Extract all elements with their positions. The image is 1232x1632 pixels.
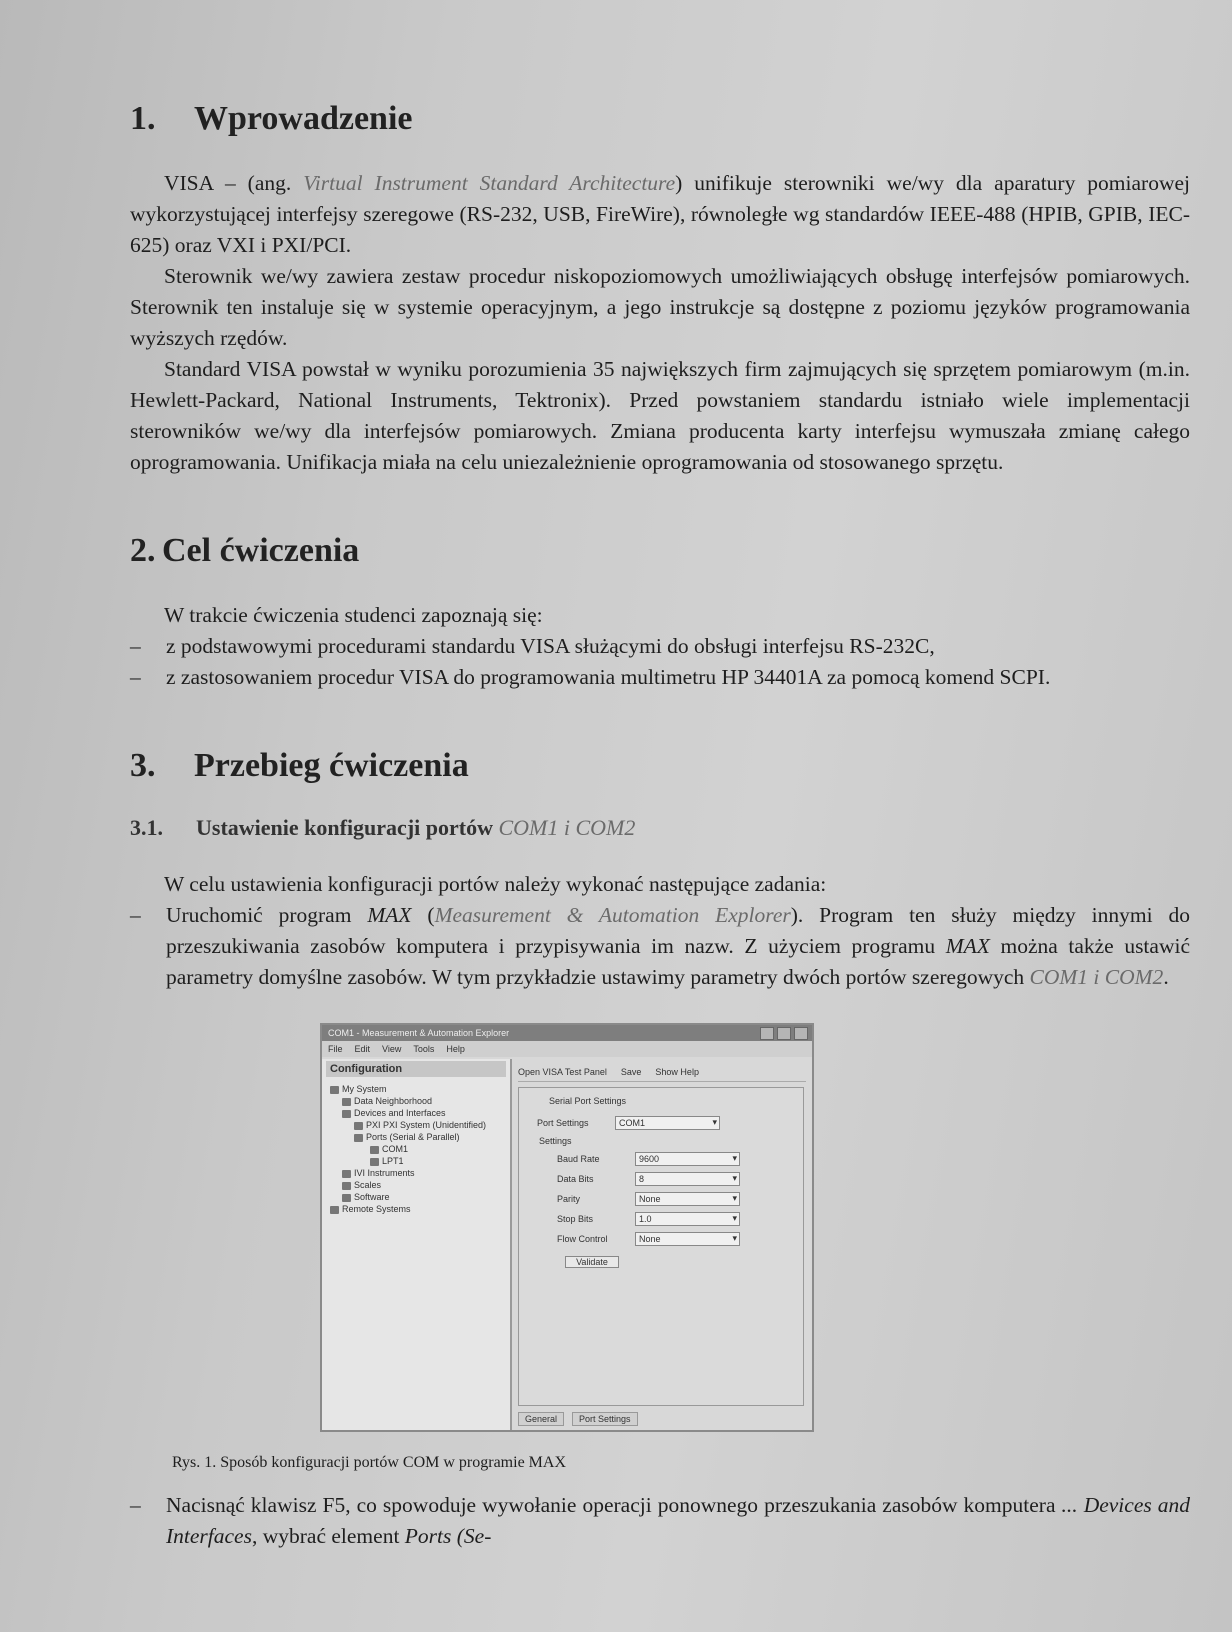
- tab-port-settings: Port Settings: [572, 1412, 638, 1426]
- tree-item: Data Neighborhood: [326, 1095, 506, 1107]
- folder-icon: [342, 1194, 351, 1202]
- list-item: – Uruchomić program MAX (Measurement & Automation Explorer). Program ten służy między innymi do przeszukiwania zasobów komputera i przypisywania im nazw. Z użyciem programu MAX można także ustawić parametry domyślne zasobów. W tym przykładzie ustawimy parametry dwóch portów szeregowych COM1 i COM2.: [130, 903, 1190, 989]
- folder-icon: [342, 1170, 351, 1178]
- section-goal: [130, 532, 1190, 693]
- goal-list: [130, 631, 1190, 693]
- settings-row: Flow Control None ▾: [557, 1232, 795, 1246]
- document-page: [130, 100, 1190, 1552]
- validate-button: Validate: [565, 1256, 619, 1268]
- section-procedure: [130, 747, 1190, 1552]
- settings-row: Stop Bits 1.0 ▾: [557, 1212, 795, 1226]
- list-item: – z zastosowaniem procedur VISA do programowania multimetru HP 34401A za pomocą komend SCPI.: [130, 665, 1051, 689]
- folder-icon: [342, 1098, 351, 1106]
- window-titlebar: COM1 - Measurement & Automation Explorer: [322, 1025, 812, 1041]
- list-item: – Nacisnąć klawisz F5, co spowoduje wywołanie operacji ponownego przeszukania zasobów komputera ... Devices and Interfaces, wybrać element Ports (Se-: [130, 1493, 1191, 1548]
- paragraph: W trakcie ćwiczenia studenci zapoznają się:: [164, 603, 543, 627]
- maximize-icon: [777, 1027, 791, 1040]
- settings-row: Data Bits 8 ▾: [557, 1172, 795, 1186]
- section-heading: 1. Wprowadzenie: [130, 100, 413, 137]
- settings-row: Baud Rate 9600 ▾: [557, 1152, 795, 1166]
- section-title: Wprowadzenie: [194, 100, 413, 137]
- system-icon: [330, 1086, 339, 1094]
- max-screenshot-figure: [320, 1023, 814, 1432]
- tree-item: LPT1: [326, 1155, 506, 1167]
- procedure-list-continued: [130, 1490, 1190, 1552]
- settings-row: Port Settings COM1 ▾: [537, 1116, 795, 1130]
- menu-file: File: [328, 1044, 343, 1054]
- tab-general: General: [518, 1412, 564, 1426]
- settings-row: Parity None ▾: [557, 1192, 795, 1206]
- section-heading: 2. Cel ćwiczenia: [130, 532, 360, 569]
- device-icon: [354, 1122, 363, 1130]
- folder-icon: [342, 1110, 351, 1118]
- configuration-tree-pane: [322, 1059, 512, 1430]
- folder-icon: [342, 1182, 351, 1190]
- subsection-heading: 3.1. Ustawienie konfiguracji portów COM1 i COM2: [130, 815, 636, 840]
- window-menubar: [322, 1041, 812, 1057]
- menu-view: View: [382, 1044, 402, 1054]
- port-icon: [370, 1146, 379, 1154]
- tree-item: PXI PXI System (Unidentified): [326, 1119, 506, 1131]
- tree-item: Remote Systems: [326, 1203, 506, 1215]
- pane-header: Configuration: [326, 1061, 506, 1077]
- minimize-icon: [760, 1027, 774, 1040]
- tree-item: Software: [326, 1191, 506, 1203]
- tree-item: Scales: [326, 1179, 506, 1191]
- port-settings-panel: Serial Port Settings Port Settings COM1 ▾ Settings Baud Rate 9600 ▾ Data Bits 8 ▾ Parity None ▾ Stop Bits 1.0 ▾ Flow Control None ▾ Validate: [518, 1087, 804, 1406]
- menu-help: Help: [446, 1044, 465, 1054]
- close-icon: [794, 1027, 808, 1040]
- procedure-list: [130, 900, 1190, 993]
- section-introduction: [130, 100, 1190, 478]
- tree-item: COM1: [326, 1143, 506, 1155]
- section-heading: 3. Przebieg ćwiczenia: [130, 747, 469, 784]
- tree-item: Ports (Serial & Parallel): [326, 1131, 506, 1143]
- port-icon: [354, 1134, 363, 1142]
- paragraph: W celu ustawienia konfiguracji portów należy wykonać następujące zadania:: [164, 872, 827, 896]
- figure-tabs: [518, 1412, 638, 1426]
- list-item: – z podstawowymi procedurami standardu VISA służącymi do obsługi interfejsu RS-232C,: [130, 634, 935, 658]
- port-icon: [370, 1158, 379, 1166]
- tree-item: My System: [326, 1083, 506, 1095]
- section-title: Przebieg ćwiczenia: [194, 747, 469, 784]
- menu-edit: Edit: [354, 1044, 371, 1054]
- settings-pane: [512, 1059, 812, 1430]
- section-title: Cel ćwiczenia: [162, 532, 360, 569]
- paragraph: Sterownik we/wy zawiera zestaw procedur niskopoziomowych umożliwiających obsługę interfejsów pomiarowych. Sterownik ten instaluje się w systemie operacyjnym, a jego instrukcje są dostępne z poziomu języków programowania wyższych rzędów.: [130, 264, 1190, 350]
- network-icon: [330, 1206, 339, 1214]
- tree-item: Devices and Interfaces: [326, 1107, 506, 1119]
- figure-toolbar: Open VISA Test Panel Save Show Help: [518, 1063, 806, 1082]
- paragraph: VISA – (ang. Virtual Instrument Standard Architecture) unifikuje sterowniki we/wy dla aparatury pomiarowej wykorzystującej interfejsy szeregowe (RS-232, USB, FireWire), równoległe wg standardów IEEE-488 (HPIB, GPIB, IEC-625) oraz VXI i PXI/PCI.: [130, 171, 1190, 257]
- tree-item: IVI Instruments: [326, 1167, 506, 1179]
- figure-caption: Rys. 1. Sposób konfiguracji portów COM w programie MAX: [172, 1454, 566, 1471]
- menu-tools: Tools: [413, 1044, 435, 1054]
- paragraph: Standard VISA powstał w wyniku porozumienia 35 największych firm zajmujących się sprzętem pomiarowym (m.in. Hewlett-Packard, National Instruments, Tektronix). Przed powstaniem standardu istniało wiele implementacji sterowników we/wy dla interfejsów pomiarowych. Zmiana producenta karty interfejsu wymuszała zmianę całego oprogramowania. Unifikacja miała na celu uniezależnienie oprogramowania od stosowanego sprzętu.: [130, 357, 1190, 474]
